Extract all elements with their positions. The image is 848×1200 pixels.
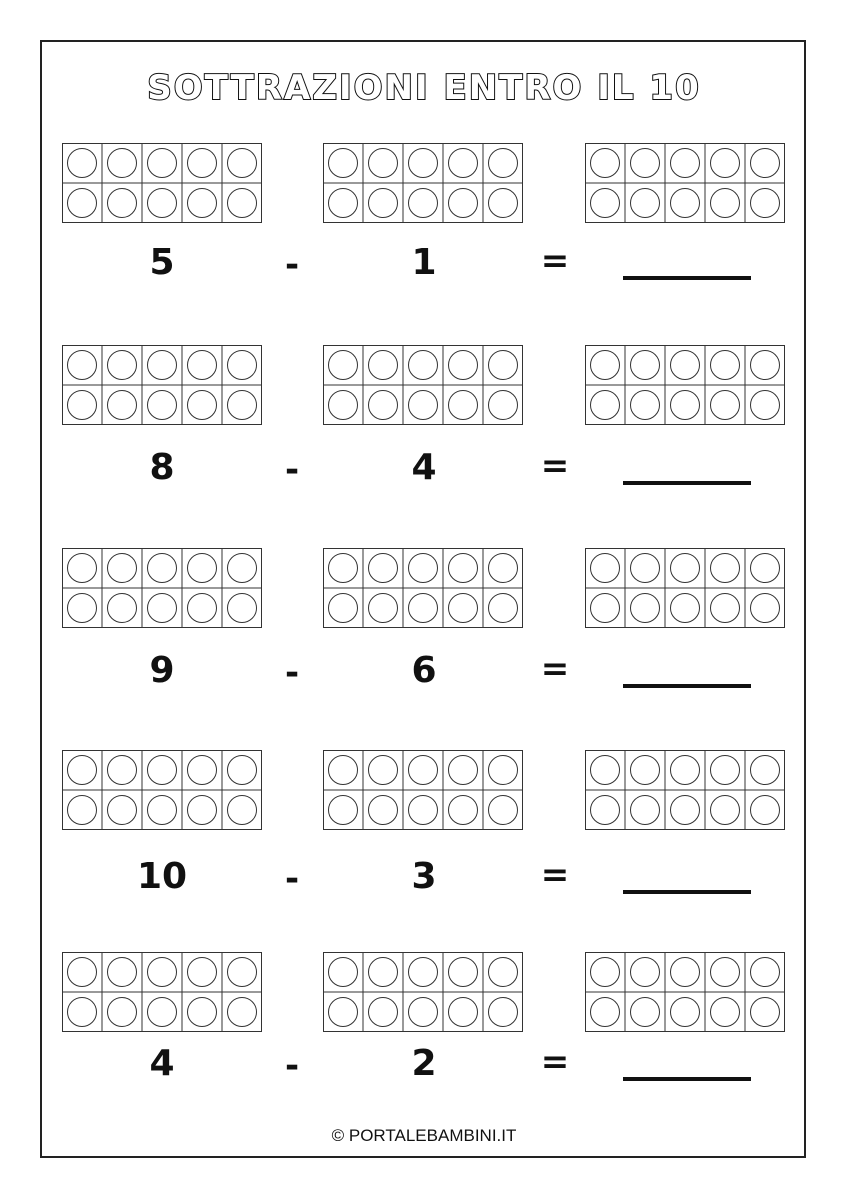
- ten-frame-result: [585, 548, 785, 628]
- ten-frame-minuend: [62, 952, 262, 1032]
- copyright-footer: © PORTALEBAMBINI.IT: [331, 1126, 517, 1145]
- equals-sign: =: [540, 241, 570, 281]
- ten-frame-result: [585, 143, 785, 223]
- ten-frame-subtrahend: [323, 548, 523, 628]
- subtrahend-number: 3: [411, 856, 437, 897]
- answer-blank[interactable]: [623, 481, 751, 485]
- ten-frame-result: [585, 952, 785, 1032]
- answer-blank[interactable]: [623, 890, 751, 894]
- minuend-number: 5: [149, 242, 175, 283]
- minus-sign: -: [284, 1046, 300, 1086]
- answer-blank[interactable]: [623, 1077, 751, 1081]
- equals-sign: =: [540, 446, 570, 486]
- minus-sign: -: [284, 245, 300, 285]
- ten-frame-minuend: [62, 345, 262, 425]
- answer-blank[interactable]: [623, 276, 751, 280]
- ten-frame-minuend: [62, 143, 262, 223]
- ten-frame-minuend: [62, 750, 262, 830]
- subtrahend-number: 6: [411, 650, 437, 691]
- ten-frame-subtrahend: [323, 750, 523, 830]
- minus-sign: -: [284, 450, 300, 490]
- equals-sign: =: [540, 1042, 570, 1082]
- subtrahend-number: 2: [411, 1043, 437, 1084]
- equals-sign: =: [540, 649, 570, 689]
- subtrahend-number: 1: [411, 242, 437, 283]
- minus-sign: -: [284, 653, 300, 693]
- subtrahend-number: 4: [411, 447, 437, 488]
- ten-frame-minuend: [62, 548, 262, 628]
- minuend-number: 9: [149, 650, 175, 691]
- ten-frame-subtrahend: [323, 143, 523, 223]
- equals-sign: =: [540, 855, 570, 895]
- minus-sign: -: [284, 859, 300, 899]
- ten-frame-subtrahend: [323, 952, 523, 1032]
- minuend-number: 10: [136, 856, 188, 897]
- ten-frame-subtrahend: [323, 345, 523, 425]
- minuend-number: 4: [149, 1043, 175, 1084]
- ten-frame-result: [585, 750, 785, 830]
- ten-frame-result: [585, 345, 785, 425]
- minuend-number: 8: [149, 447, 175, 488]
- worksheet-title: SOTTRAZIONI ENTRO IL 10: [147, 68, 701, 108]
- answer-blank[interactable]: [623, 684, 751, 688]
